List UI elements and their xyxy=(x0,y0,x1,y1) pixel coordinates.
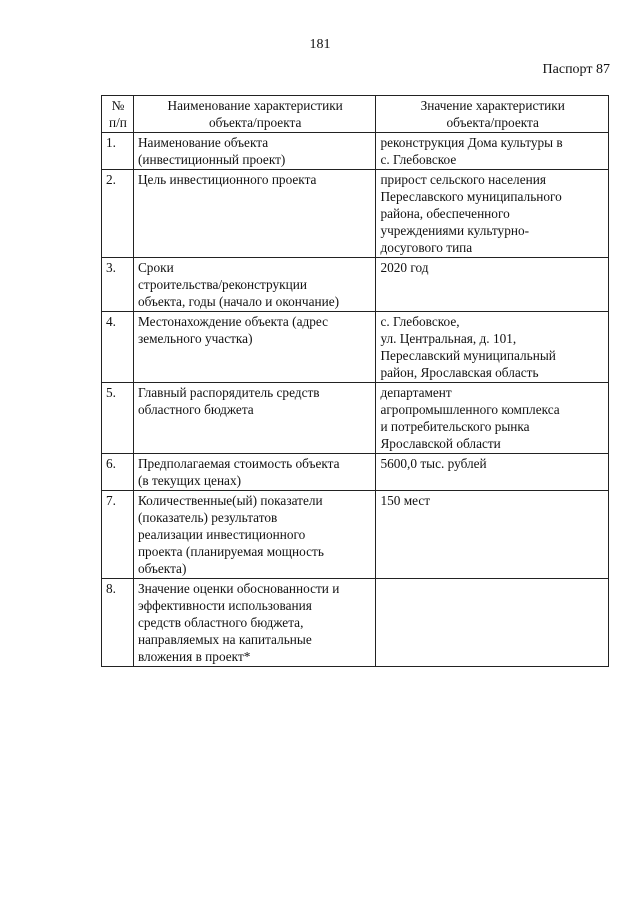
characteristic-value-line: Переславский муниципальный xyxy=(380,348,556,363)
characteristic-name-line: Сроки xyxy=(137,260,174,275)
header-num-line: № xyxy=(111,98,125,113)
characteristic-value-line: департамент xyxy=(380,385,452,400)
characteristic-name-line: (показатель) результатов xyxy=(137,510,278,525)
row-number: 6. xyxy=(102,454,134,491)
header-value-line: Значение характеристики xyxy=(420,98,565,113)
characteristic-value-line: района, обеспеченного xyxy=(380,206,510,221)
characteristic-name-line: Цель инвестиционного проекта xyxy=(137,172,317,187)
characteristic-name-line: земельного участка) xyxy=(137,331,253,346)
characteristic-name-line: вложения в проект* xyxy=(137,649,251,664)
table-row xyxy=(102,491,609,579)
header-name-line: объекта/проекта xyxy=(209,115,302,130)
characteristic-name-line: (инвестиционный проект) xyxy=(137,152,286,167)
characteristic-value-line: ул. Центральная, д. 101, xyxy=(380,331,517,346)
table-row xyxy=(102,312,609,383)
characteristic-name-line: Главный распорядитель средств xyxy=(137,385,320,400)
characteristic-value-line: реконструкция Дома культуры в xyxy=(380,135,563,150)
characteristic-value xyxy=(376,133,609,170)
characteristic-name xyxy=(133,579,376,667)
characteristic-value-line: и потребительского рынка xyxy=(380,419,530,434)
passport-title: Паспорт 87 xyxy=(542,62,610,77)
characteristic-name xyxy=(133,170,376,258)
characteristic-value xyxy=(376,491,609,579)
characteristic-name-line: объекта, годы (начало и окончание) xyxy=(137,294,340,309)
characteristic-name xyxy=(133,258,376,312)
characteristic-name-line: эффективности использования xyxy=(137,598,312,613)
characteristic-value xyxy=(376,258,609,312)
characteristic-value-line: район, Ярославская область xyxy=(380,365,539,380)
characteristic-value-line: 5600,0 тыс. рублей xyxy=(380,456,487,471)
characteristic-name xyxy=(133,454,376,491)
characteristic-name xyxy=(133,312,376,383)
characteristic-name-line: проекта (планируемая мощность xyxy=(137,544,324,559)
characteristic-name xyxy=(133,491,376,579)
row-number: 2. xyxy=(102,170,134,258)
characteristic-name-line: Наименование объекта xyxy=(137,135,269,150)
header-name-line: Наименование характеристики xyxy=(167,98,343,113)
characteristic-name-line: реализации инвестиционного xyxy=(137,527,306,542)
table-row xyxy=(102,258,609,312)
table-body xyxy=(102,133,609,667)
characteristic-name-line: (в текущих ценах) xyxy=(137,473,242,488)
characteristic-name xyxy=(133,383,376,454)
characteristic-name-line: объекта) xyxy=(137,561,187,576)
page-number: 181 xyxy=(309,37,331,52)
table-row xyxy=(102,383,609,454)
characteristic-value-line: Ярославской области xyxy=(380,436,501,451)
characteristic-name xyxy=(133,133,376,170)
characteristic-value-line: агропромышленного комплекса xyxy=(380,402,560,417)
characteristic-name-line: областного бюджета xyxy=(137,402,254,417)
characteristic-name-line: Предполагаемая стоимость объекта xyxy=(137,456,340,471)
header-num xyxy=(102,96,134,133)
table-row xyxy=(102,170,609,258)
table-row xyxy=(102,133,609,170)
header-name xyxy=(133,96,376,133)
characteristic-value-line: учреждениями культурно- xyxy=(380,223,530,238)
characteristic-value xyxy=(376,383,609,454)
characteristic-name-line: Местонахождение объекта (адрес xyxy=(137,314,329,329)
row-number: 8. xyxy=(102,579,134,667)
characteristic-value-line: Переславского муниципального xyxy=(380,189,562,204)
characteristic-name-line: строительства/реконструкции xyxy=(137,277,307,292)
table-row xyxy=(102,579,609,667)
characteristic-value-line: с. Глебовское, xyxy=(380,314,460,329)
characteristic-value-line: 2020 год xyxy=(380,260,429,275)
row-number: 7. xyxy=(102,491,134,579)
characteristic-value xyxy=(376,170,609,258)
passport-table xyxy=(101,95,609,667)
characteristic-value xyxy=(376,579,609,667)
characteristic-value xyxy=(376,454,609,491)
characteristic-name-line: Количественные(ый) показатели xyxy=(137,493,323,508)
header-value xyxy=(376,96,609,133)
characteristic-name-line: средств областного бюджета, xyxy=(137,615,304,630)
characteristic-value-line: прирост сельского населения xyxy=(380,172,546,187)
row-number: 3. xyxy=(102,258,134,312)
table-header-row xyxy=(102,96,609,133)
row-number: 5. xyxy=(102,383,134,454)
row-number: 4. xyxy=(102,312,134,383)
characteristic-name-line: Значение оценки обоснованности и xyxy=(137,581,340,596)
header-num-line: п/п xyxy=(109,115,127,130)
header-value-line: объекта/проекта xyxy=(446,115,539,130)
characteristic-value xyxy=(376,312,609,383)
row-number: 1. xyxy=(102,133,134,170)
characteristic-value-line: с. Глебовское xyxy=(380,152,457,167)
characteristic-value-line: 150 мест xyxy=(380,493,431,508)
characteristic-value-line: досугового типа xyxy=(380,240,473,255)
table-row xyxy=(102,454,609,491)
characteristic-name-line: направляемых на капитальные xyxy=(137,632,312,647)
